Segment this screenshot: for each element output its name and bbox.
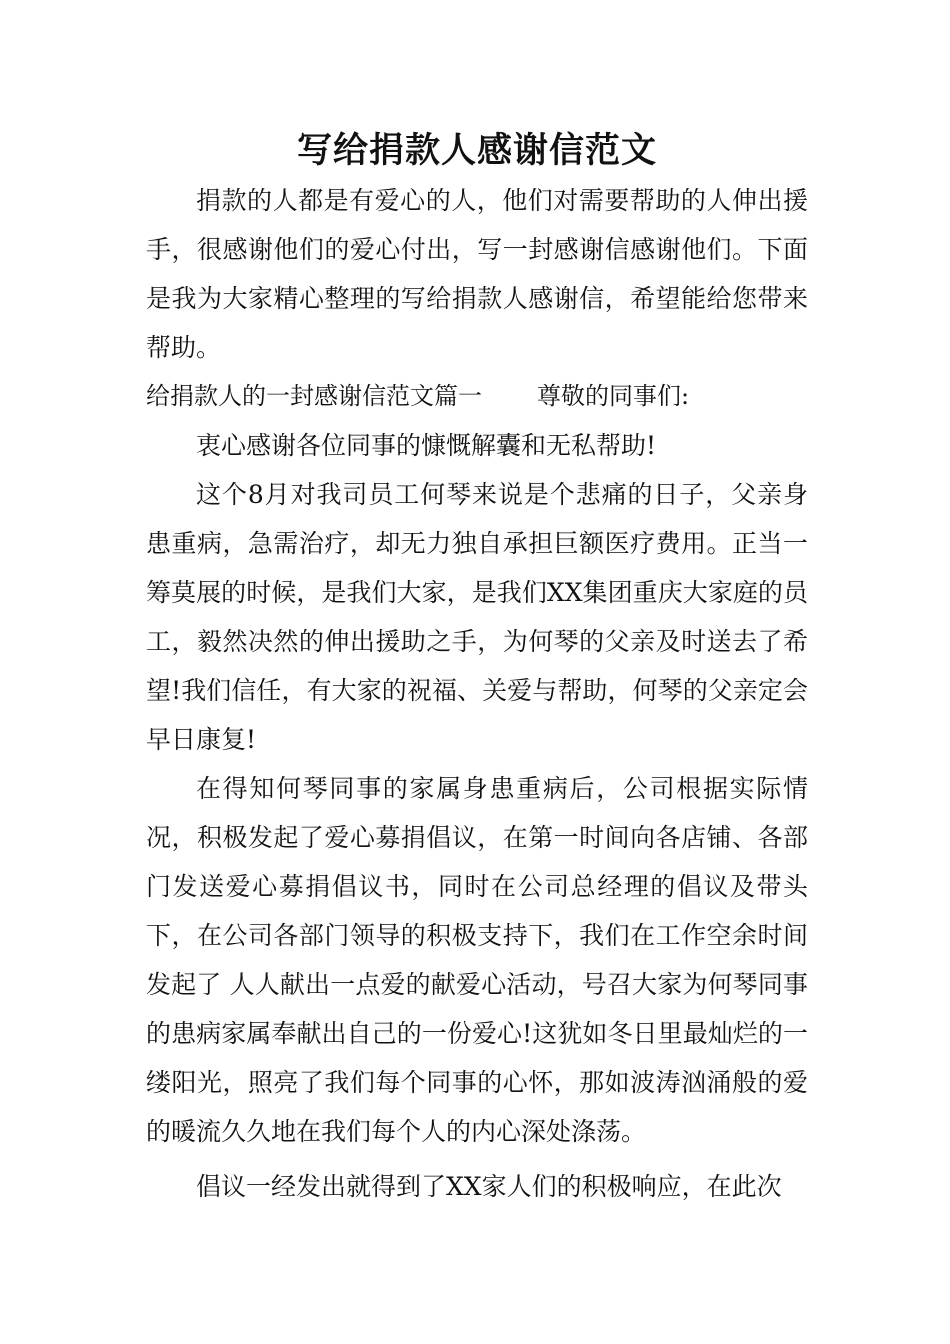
paragraph-initiative: 在得知何琴同事的家属身患重病后，公司根据实际情况，积极发起了爱心募捐倡议，在第一时间向各店铺、各部门发送爱心募捐倡议书，同时在公司总经理的倡议及带头下，在公司各部门领导的积极支持下，我们在工作空余时间发起了 人人献出一点爱的献爱心活动，号召大家为何琴同事的患病家属奉献出自己的一份爱心!这犹如冬日里最灿烂的一缕阳光，照亮了我们每个同事的心怀，那如波涛汹涌般的爱的暖流久久地在我们每个人的内心深处涤荡。 (146, 774, 808, 1146)
intro-paragraph: 捐款的人都是有爱心的人，他们对需要帮助的人伸出援手，很感谢他们的爱心付出，写一封感谢信感谢他们。下面是我为大家精心整理的写给捐款人感谢信，希望能给您带来帮助。 (146, 186, 808, 362)
document-title: 写给捐款人感谢信范文 (296, 131, 657, 171)
section-heading: 给捐款人的一封感谢信范文篇一 (146, 382, 482, 410)
section-heading-line (146, 372, 808, 421)
salutation: 尊敬的同事们: (537, 382, 690, 410)
paragraph-response: 倡议一经发出就得到了XX家人们的积极响应，在此次 (196, 1172, 782, 1201)
paragraph-thanks: 衷心感谢各位同事的慷慨解囊和无私帮助! (196, 431, 657, 460)
document-body (146, 176, 808, 1211)
paragraph-background: 这个8月对我司员工何琴来说是个悲痛的日子，父亲身患重病，急需治疗，却无力独自承担巨额医疗费用。正当一筹莫展的时候，是我们大家，是我们XX集团重庆大家庭的员工，毅然决然的伸出援助之手，为何琴的父亲及时送去了希望!我们信任，有大家的祝福、关爱与帮助，何琴的父亲定会早日康复! (146, 480, 808, 754)
